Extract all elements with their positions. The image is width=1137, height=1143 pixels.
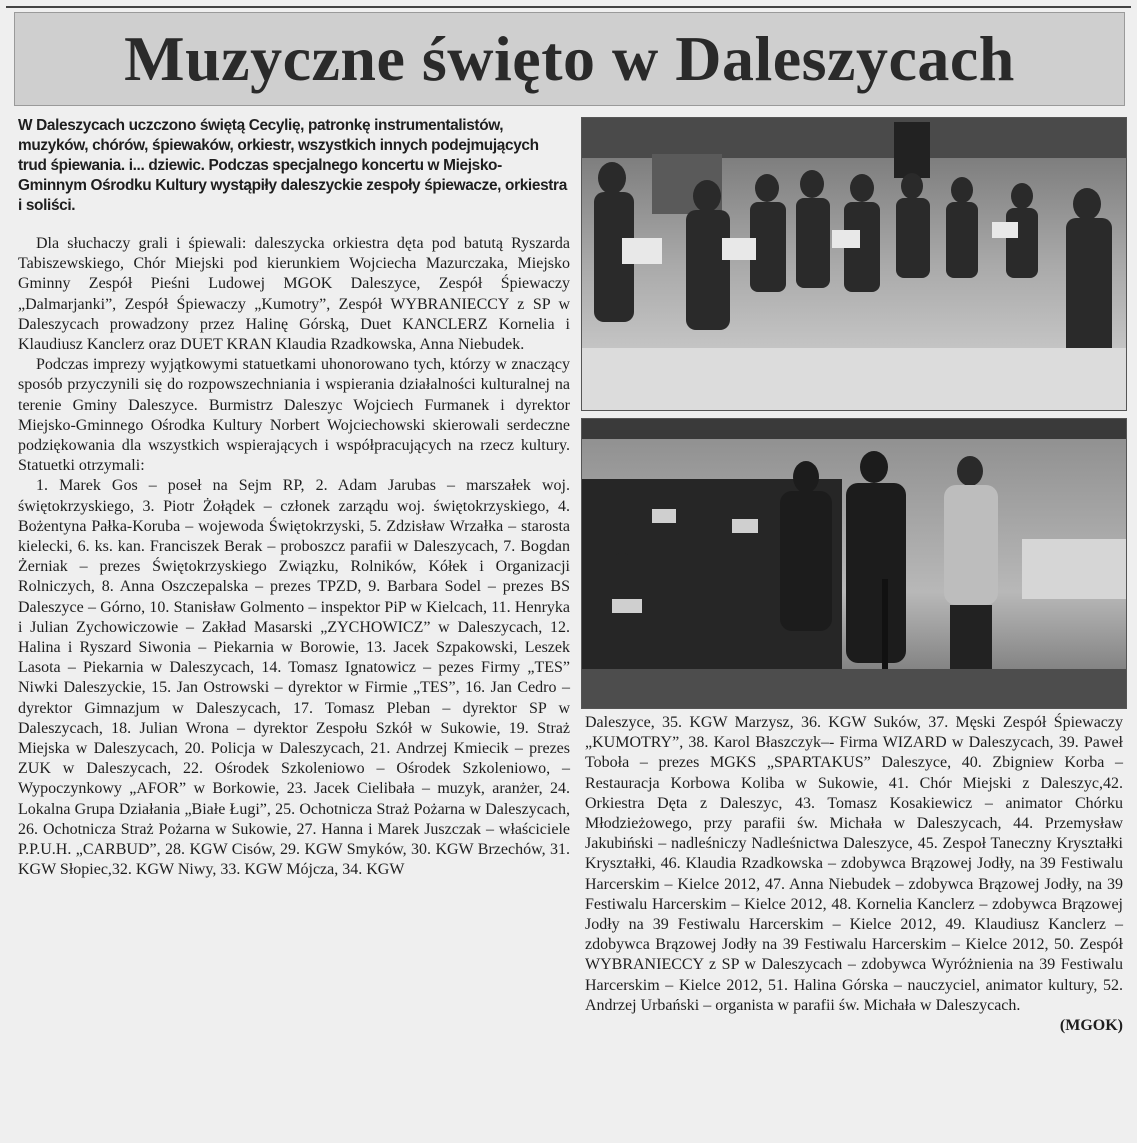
article-lead: W Daleszycach uczczono świętą Cecylię, patronkę instrumentalistów, muzyków, chórów, śpiewaków, orkiestr, wszystkich innych podejmujących trud śpiewania. i... dziewic. Podczas specjalnego koncertu w Miejsko-Gminnym Ośrodku Kultury wystąpiły daleszyckie zespoły śpiewacze, orkiestra i soliści. xyxy=(18,117,567,214)
headline-band xyxy=(14,12,1125,106)
article-title: Muzyczne święto w Daleszycach xyxy=(124,23,1015,94)
article-signature: (MGOK) xyxy=(1059,1017,1123,1035)
awardees-list-part-2: Daleszyce, 35. KGW Marzysz, 36. KGW Suków, 37. Męski Zespół Śpiewaczy „KUMOTRY”, 38. Karol Błaszczyk–- Firma WIZARD w Daleszycach, 39. Paweł Toboła – prezes MGKS „SPARTAKUS” Daleszyce, 40. Zbigniew Korba – Restauracja Korbowa Koliba w Sukowie, 41. Chór Miejski z Daleszyc,42. Orkiestra Dęta z Daleszyc, 43. Tomasz Kosakiewicz – animator Chórku Młodzieżowego, przy parafii św. Michała w Daleszycach, 44. Przemysław Jakubiński – nadleśniczy Nadleśnictwa Daleszyce, 45. Zespoł Taneczny Kryształki Kryształki, 46. Klaudia Rzadkowska – zdobywca Brązowej Jodły, na 39 Festiwalu Harcerskim – Kielce 2012, 47. Anna Niebudek – zdobywca Brązowej Jodły, na 39 Festiwalu Harcerskim – Kielce 2012, 48. Kornelia Kanclerz – zdobywca Brązowej Jodły na 39 Festiwalu Harcerskim – Kielce 2012, 49. Klaudiusz Kanclerz – zdobywca Brązowej Jodły na 39 Festiwalu Harcerskim – Kielce 2012, 50. Zespół WYBRANIECCY z SP w Daleszycach – zdobywca Wyróżnienia na 39 Festiwalu Harcerskim – Kielce 2012, 51. Halina Górska – nauczyciel, animator kultury, 52. Andrzej Urbański – organista w parafii św. Michała w Daleszycach. xyxy=(585,714,1123,1014)
paragraph-performers: Dla słuchaczy grali i śpiewali: daleszycka orkiestra dęta pod batutą Ryszarda Tabiszewskiego, Chór Miejski pod kierunkiem Wojciecha Mazurczaka, Miejsko Gminny Zespół Pieśni Ludowej MGOK Daleszyce, Zespół Śpiewaczy „Dalmarjanki”, Zespół Śpiewaczy „Kumotry”, Zespół WYBRANIECCY z SP w Daleszycach prowadzony przez Halinę Górską, Duet KANCLERZ Kornelia i Klaudiusz Kanclerz oraz DUET KRAN Klaudia Rzadkowska, Anna Niebudek. xyxy=(18,235,570,354)
left-column xyxy=(18,234,570,881)
awardees-list-part-1: 1. Marek Gos – poseł na Sejm RP, 2. Adam Jarubas – marszałek woj. świętokrzyskiego, 3. Piotr Żołądek – członek zarządu woj. świętokrzyskiego, 4. Bożentyna Pałka-Koruba – wojewoda Świętokrzyski, 5. Zdzisław Wrzałka – starosta kielecki, 6. ks. kan. Franciszek Berak – proboszcz parafii w Daleszycach, 7. Bogdan Żerniak – prezes Świętokrzyskiego Związku, Rolników, Kółek i Organizacji Rolniczych, 8. Anna Oszczepalska – prezes TPZD, 9. Barbara Sodel – prezes BS Daleszyce – Górno, 10. Stanisław Golmento – inspektor PiP w Kielcach, 11. Henryka i Julian Zychowiczowie – Zakład Masarski „ZYCHOWICZ” w Daleszycach, 12. Halina i Ryszard Siwonia – Piekarnia w Borowie, 13. Jacek Szpakowski, Leszek Lasota – Piekarnia w Daleszycach, 14. Tomasz Ignatowicz – pezes Firmy „TES” Niwki Daleszyckie, 15. Jan Ostrowski – dyrektor w Firmie „TES”, 16. Jan Cedro – dyrektor Gimnazjum w Daleszycach, 17. Tomasz Pleban – dyrektor SP w Daleszycach, 18. Julian Wrona – dyrektor Zespołu Szkół w Sukowie, 19. Straż Miejska w Daleszycach, 20. Policja w Daleszycach, 21. Andrzej Kmiecik – prezes ZUK w Daleszycach, 22. Ośrodek Szkoleniowo – Ośrodek Szkoleniowo, – Wypoczynkowy „AFOR” w Borkowie, 23. Jacek Cielibała – muzyk, aranżer, 24. Lokalna Grupa Działania „Białe Ługi”, 25. Ochotnicza Straż Pożarna w Daleszycach, 26. Ochotnicza Straż Pożarna w Sukowie, 27. Hanna i Marek Juszczak – właściciele P.P.U.H. „CARBUD”, 28. KGW Cisów, 29. KGW Smyków, 30. KGW Brzechów, 31. KGW Słopiec,32. KGW Niwy, 33. KGW Mójcza, 34. KGW xyxy=(18,477,570,879)
right-column xyxy=(585,713,1123,1036)
photo-choir xyxy=(581,117,1127,411)
top-rule xyxy=(6,6,1131,8)
paragraph-awards: Podczas imprezy wyjątkowymi statuetkami uhonorowano tych, którzy w znaczący sposób przyczynili się do rozpowszechniania i wspierania działalności kulturalnej na terenie Gminy Daleszyce. Burmistrz Daleszyc Wojciech Furmanek i dyrektor Miejsko-Gminnego Ośrodka Kultury Norbert Wojciechowski skierowali serdeczne podziękowania dla wszystkich wspierających i współpracujących na rzecz kultury. Statuetki otrzymali: xyxy=(18,356,570,475)
photo-award-ceremony xyxy=(581,418,1127,709)
